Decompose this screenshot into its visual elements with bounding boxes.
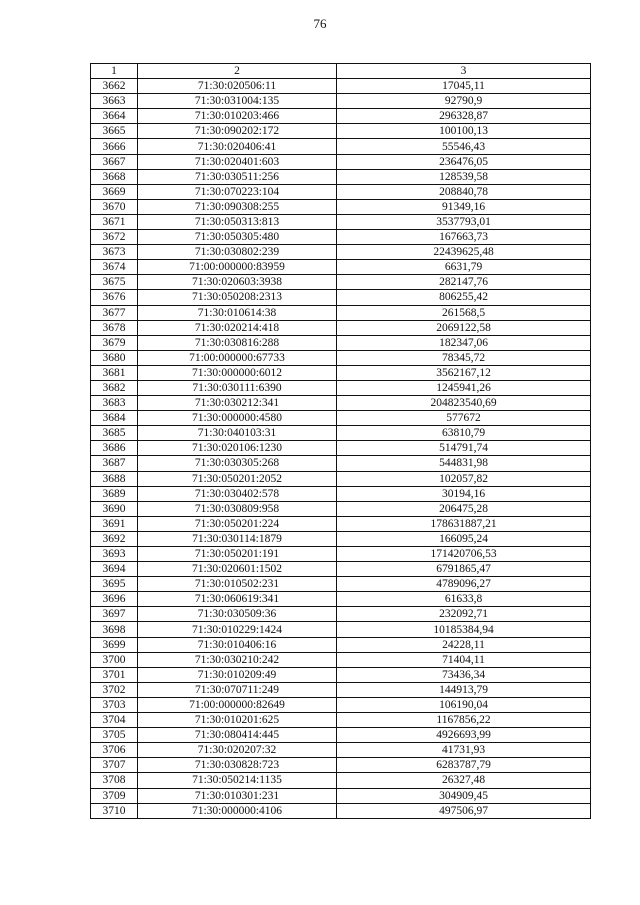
table-row	[91, 547, 591, 562]
cadastral-number-cell: 71:30:000000:4580	[138, 411, 337, 426]
table-row	[91, 154, 591, 169]
cadastral-number-cell: 71:30:050208:2313	[138, 290, 337, 305]
value-cell: 73436,34	[337, 667, 591, 682]
value-cell: 6791865,47	[337, 562, 591, 577]
row-number-cell: 3665	[91, 124, 138, 139]
cadastral-number-cell: 71:30:030816:288	[138, 335, 337, 350]
value-cell: 236476,05	[337, 154, 591, 169]
row-number-cell: 3710	[91, 803, 138, 818]
table-header-row	[91, 64, 591, 79]
column-header-2: 2	[138, 64, 337, 79]
table-row	[91, 320, 591, 335]
row-number-cell: 3692	[91, 531, 138, 546]
table-row	[91, 607, 591, 622]
value-cell: 100100,13	[337, 124, 591, 139]
table-row	[91, 124, 591, 139]
cadastral-number-cell: 71:30:031004:135	[138, 94, 337, 109]
table-row	[91, 94, 591, 109]
row-number-cell: 3690	[91, 501, 138, 516]
cadastral-number-cell: 71:00:000000:83959	[138, 260, 337, 275]
cadastral-number-cell: 71:30:030509:36	[138, 607, 337, 622]
table-row	[91, 803, 591, 818]
value-cell: 514791,74	[337, 441, 591, 456]
cadastral-number-cell: 71:30:010502:231	[138, 577, 337, 592]
value-cell: 17045,11	[337, 79, 591, 94]
cadastral-number-cell: 71:30:090308:255	[138, 199, 337, 214]
cadastral-number-cell: 71:30:010209:49	[138, 667, 337, 682]
cadastral-number-cell: 71:30:020401:603	[138, 154, 337, 169]
cadastral-number-cell: 71:30:020214:418	[138, 320, 337, 335]
table-row	[91, 441, 591, 456]
value-cell: 92790,9	[337, 94, 591, 109]
table-row	[91, 667, 591, 682]
row-number-cell: 3666	[91, 139, 138, 154]
row-number-cell: 3676	[91, 290, 138, 305]
value-cell: 806255,42	[337, 290, 591, 305]
cadastral-number-cell: 71:30:030210:242	[138, 652, 337, 667]
table-row	[91, 501, 591, 516]
table-row	[91, 773, 591, 788]
cadastral-number-cell: 71:30:030402:578	[138, 486, 337, 501]
row-number-cell: 3707	[91, 758, 138, 773]
cadastral-number-cell: 71:30:070711:249	[138, 682, 337, 697]
row-number-cell: 3670	[91, 199, 138, 214]
table-row	[91, 184, 591, 199]
cadastral-number-cell: 71:30:020601:1502	[138, 562, 337, 577]
table-row	[91, 426, 591, 441]
row-number-cell: 3700	[91, 652, 138, 667]
row-number-cell: 3684	[91, 411, 138, 426]
row-number-cell: 3679	[91, 335, 138, 350]
cadastral-number-cell: 71:30:020207:32	[138, 743, 337, 758]
row-number-cell: 3668	[91, 169, 138, 184]
cadastral-number-cell: 71:30:000000:4106	[138, 803, 337, 818]
table-row	[91, 350, 591, 365]
cadastral-number-cell: 71:30:030114:1879	[138, 531, 337, 546]
row-number-cell: 3677	[91, 305, 138, 320]
row-number-cell: 3667	[91, 154, 138, 169]
cadastral-number-cell: 71:30:010614:38	[138, 305, 337, 320]
table-row	[91, 562, 591, 577]
cadastral-number-cell: 71:30:000000:6012	[138, 365, 337, 380]
value-cell: 63810,79	[337, 426, 591, 441]
table-row	[91, 456, 591, 471]
table-row	[91, 682, 591, 697]
column-header-1: 1	[91, 64, 138, 79]
row-number-cell: 3664	[91, 109, 138, 124]
table-row	[91, 713, 591, 728]
cadastral-number-cell: 71:30:020603:3938	[138, 275, 337, 290]
cadastral-number-cell: 71:30:050201:224	[138, 516, 337, 531]
table-row	[91, 335, 591, 350]
value-cell: 106190,04	[337, 697, 591, 712]
cadastral-number-cell: 71:30:050313:813	[138, 214, 337, 229]
value-cell: 24228,11	[337, 637, 591, 652]
row-number-cell: 3686	[91, 441, 138, 456]
table-row	[91, 139, 591, 154]
table-row	[91, 199, 591, 214]
value-cell: 1167856,22	[337, 713, 591, 728]
row-number-cell: 3696	[91, 592, 138, 607]
cadastral-number-cell: 71:30:010203:466	[138, 109, 337, 124]
cadastral-number-cell: 71:30:030809:958	[138, 501, 337, 516]
value-cell: 166095,24	[337, 531, 591, 546]
cadastral-number-cell: 71:30:050201:2052	[138, 471, 337, 486]
cadastral-number-cell: 71:30:030212:341	[138, 396, 337, 411]
cadastral-number-cell: 71:30:010229:1424	[138, 622, 337, 637]
row-number-cell: 3682	[91, 380, 138, 395]
data-table	[90, 63, 591, 819]
value-cell: 182347,06	[337, 335, 591, 350]
row-number-cell: 3698	[91, 622, 138, 637]
value-cell: 206475,28	[337, 501, 591, 516]
row-number-cell: 3675	[91, 275, 138, 290]
table-row	[91, 697, 591, 712]
cadastral-number-cell: 71:30:050305:480	[138, 230, 337, 245]
value-cell: 55546,43	[337, 139, 591, 154]
value-cell: 6283787,79	[337, 758, 591, 773]
value-cell: 22439625,48	[337, 245, 591, 260]
value-cell: 4926693,99	[337, 728, 591, 743]
table-row	[91, 396, 591, 411]
row-number-cell: 3683	[91, 396, 138, 411]
row-number-cell: 3689	[91, 486, 138, 501]
table-row	[91, 486, 591, 501]
table-body	[91, 79, 591, 819]
value-cell: 261568,5	[337, 305, 591, 320]
table-row	[91, 788, 591, 803]
cadastral-number-cell: 71:30:010201:625	[138, 713, 337, 728]
table-row	[91, 743, 591, 758]
value-cell: 1245941,26	[337, 380, 591, 395]
value-cell: 208840,78	[337, 184, 591, 199]
table-row	[91, 214, 591, 229]
row-number-cell: 3708	[91, 773, 138, 788]
table-row	[91, 169, 591, 184]
table-row	[91, 531, 591, 546]
row-number-cell: 3704	[91, 713, 138, 728]
value-cell: 282147,76	[337, 275, 591, 290]
value-cell: 4789096,27	[337, 577, 591, 592]
value-cell: 497506,97	[337, 803, 591, 818]
row-number-cell: 3699	[91, 637, 138, 652]
row-number-cell: 3694	[91, 562, 138, 577]
row-number-cell: 3680	[91, 350, 138, 365]
value-cell: 3562167,12	[337, 365, 591, 380]
cadastral-number-cell: 71:30:060619:341	[138, 592, 337, 607]
row-number-cell: 3681	[91, 365, 138, 380]
table-row	[91, 622, 591, 637]
value-cell: 91349,16	[337, 199, 591, 214]
value-cell: 167663,73	[337, 230, 591, 245]
cadastral-number-cell: 71:00:000000:67733	[138, 350, 337, 365]
cadastral-number-cell: 71:30:030802:239	[138, 245, 337, 260]
row-number-cell: 3702	[91, 682, 138, 697]
table-row	[91, 305, 591, 320]
table-row	[91, 380, 591, 395]
row-number-cell: 3701	[91, 667, 138, 682]
table-row	[91, 592, 591, 607]
row-number-cell: 3674	[91, 260, 138, 275]
row-number-cell: 3671	[91, 214, 138, 229]
row-number-cell: 3678	[91, 320, 138, 335]
row-number-cell: 3663	[91, 94, 138, 109]
cadastral-number-cell: 71:30:050201:191	[138, 547, 337, 562]
value-cell: 171420706,53	[337, 547, 591, 562]
table-row	[91, 411, 591, 426]
value-cell: 78345,72	[337, 350, 591, 365]
row-number-cell: 3703	[91, 697, 138, 712]
table-row	[91, 577, 591, 592]
value-cell: 71404,11	[337, 652, 591, 667]
value-cell: 10185384,94	[337, 622, 591, 637]
row-number-cell: 3688	[91, 471, 138, 486]
table-row	[91, 79, 591, 94]
cadastral-number-cell: 71:30:010301:231	[138, 788, 337, 803]
value-cell: 232092,71	[337, 607, 591, 622]
cadastral-number-cell: 71:30:030305:268	[138, 456, 337, 471]
value-cell: 178631887,21	[337, 516, 591, 531]
value-cell: 102057,82	[337, 471, 591, 486]
column-header-3: 3	[337, 64, 591, 79]
cadastral-number-cell: 71:30:030511:256	[138, 169, 337, 184]
table-row	[91, 758, 591, 773]
cadastral-number-cell: 71:30:070223:104	[138, 184, 337, 199]
table-row	[91, 365, 591, 380]
value-cell: 2069122,58	[337, 320, 591, 335]
page-number: 76	[313, 16, 327, 31]
row-number-cell: 3687	[91, 456, 138, 471]
value-cell: 296328,87	[337, 109, 591, 124]
cadastral-number-cell: 71:30:080414:445	[138, 728, 337, 743]
row-number-cell: 3695	[91, 577, 138, 592]
cadastral-number-cell: 71:30:030828:723	[138, 758, 337, 773]
value-cell: 544831,98	[337, 456, 591, 471]
row-number-cell: 3669	[91, 184, 138, 199]
cadastral-number-cell: 71:30:050214:1135	[138, 773, 337, 788]
cadastral-number-cell: 71:30:010406:16	[138, 637, 337, 652]
table-row	[91, 516, 591, 531]
row-number-cell: 3685	[91, 426, 138, 441]
value-cell: 128539,58	[337, 169, 591, 184]
table-row	[91, 290, 591, 305]
row-number-cell: 3705	[91, 728, 138, 743]
cadastral-number-cell: 71:30:020506:11	[138, 79, 337, 94]
table-row	[91, 637, 591, 652]
value-cell: 577672	[337, 411, 591, 426]
row-number-cell: 3672	[91, 230, 138, 245]
row-number-cell: 3697	[91, 607, 138, 622]
value-cell: 26327,48	[337, 773, 591, 788]
value-cell: 61633,8	[337, 592, 591, 607]
table-row	[91, 109, 591, 124]
table-row	[91, 230, 591, 245]
value-cell: 144913,79	[337, 682, 591, 697]
table-row	[91, 728, 591, 743]
value-cell: 204823540,69	[337, 396, 591, 411]
cadastral-number-cell: 71:30:090202:172	[138, 124, 337, 139]
table-row	[91, 652, 591, 667]
value-cell: 3537793,01	[337, 214, 591, 229]
cadastral-number-cell: 71:30:030111:6390	[138, 380, 337, 395]
table-row	[91, 245, 591, 260]
row-number-cell: 3691	[91, 516, 138, 531]
table-row	[91, 275, 591, 290]
table-row	[91, 260, 591, 275]
cadastral-number-cell: 71:30:040103:31	[138, 426, 337, 441]
value-cell: 30194,16	[337, 486, 591, 501]
value-cell: 41731,93	[337, 743, 591, 758]
row-number-cell: 3709	[91, 788, 138, 803]
cadastral-number-cell: 71:30:020106:1230	[138, 441, 337, 456]
cadastral-number-cell: 71:30:020406:41	[138, 139, 337, 154]
row-number-cell: 3693	[91, 547, 138, 562]
row-number-cell: 3673	[91, 245, 138, 260]
value-cell: 6631,79	[337, 260, 591, 275]
value-cell: 304909,45	[337, 788, 591, 803]
row-number-cell: 3706	[91, 743, 138, 758]
table-row	[91, 471, 591, 486]
cadastral-number-cell: 71:00:000000:82649	[138, 697, 337, 712]
row-number-cell: 3662	[91, 79, 138, 94]
